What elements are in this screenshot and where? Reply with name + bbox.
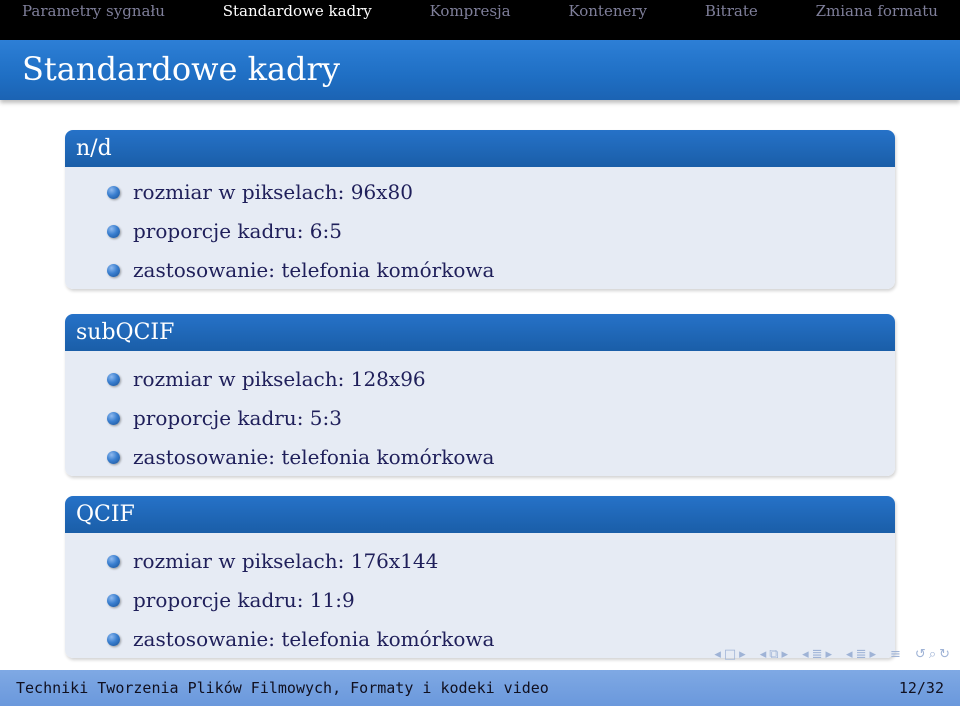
nav-item-kontenery[interactable]: Kontenery <box>568 2 648 20</box>
top-navigation <box>0 0 960 40</box>
slide-prev-icon[interactable]: ◂ <box>714 646 721 662</box>
nav-item-standardowe-kadry[interactable]: Standardowe kadry <box>222 2 372 20</box>
nav-item-bitrate[interactable]: Bitrate <box>704 2 758 20</box>
nav-item-kompresja[interactable]: Kompresja <box>429 2 511 20</box>
block-subqcif <box>65 314 895 476</box>
bullet-icon <box>107 594 120 607</box>
navigation-symbols <box>714 646 950 662</box>
section-icon: ≣ <box>855 646 867 662</box>
bullet-icon <box>107 633 120 646</box>
list-item: proporcje kadru: 11:9 <box>65 581 895 620</box>
list-item: rozmiar w pikselach: 96x80 <box>65 173 895 212</box>
block-body <box>65 351 895 476</box>
forward-icon[interactable]: ↻ <box>939 646 950 662</box>
subsection-prev-icon[interactable]: ◂ <box>802 646 809 662</box>
slide-next-icon[interactable]: ▸ <box>739 646 746 662</box>
list-item: zastosowanie: telefonia komórkowa <box>65 251 895 289</box>
list-item: zastosowanie: telefonia komórkowa <box>65 620 895 658</box>
block-body <box>65 533 895 658</box>
section-prev-icon[interactable]: ◂ <box>846 646 853 662</box>
search-icon[interactable]: ⌕ <box>928 646 937 662</box>
nav-item-parametry[interactable]: Parametry sygnału <box>22 2 165 20</box>
footer-title: Techniki Tworzenia Plików Filmowych, Formaty i kodeki video <box>16 679 549 697</box>
block-body <box>65 167 895 289</box>
list-item: proporcje kadru: 6:5 <box>65 212 895 251</box>
block-qcif <box>65 496 895 658</box>
list-item: zastosowanie: telefonia komórkowa <box>65 438 895 476</box>
block-title: subQCIF <box>65 314 895 351</box>
frame-icon: ⧉ <box>769 646 779 662</box>
frame-prev-icon[interactable]: ◂ <box>759 646 767 662</box>
subsection-icon: ≣ <box>811 646 823 662</box>
bullet-icon <box>107 373 120 386</box>
nav-item-zmiana-formatu[interactable]: Zmiana formatu <box>815 2 938 20</box>
document-icon[interactable]: ≡ <box>890 646 901 662</box>
bullet-icon <box>107 186 120 199</box>
bullet-icon <box>107 555 120 568</box>
list-item: proporcje kadru: 5:3 <box>65 399 895 438</box>
bullet-icon <box>107 412 120 425</box>
bullet-icon <box>107 264 120 277</box>
bullet-icon <box>107 451 120 464</box>
section-next-icon[interactable]: ▸ <box>869 646 876 662</box>
bullet-icon <box>107 225 120 238</box>
list-item: rozmiar w pikselach: 176x144 <box>65 542 895 581</box>
page-number: 12/32 <box>898 679 944 697</box>
frame-next-icon[interactable]: ▸ <box>781 646 789 662</box>
page-title: Standardowe kadry <box>22 50 340 88</box>
block-nd <box>65 130 895 289</box>
block-title: n/d <box>65 130 895 167</box>
back-icon[interactable]: ↺ <box>914 646 926 662</box>
subsection-next-icon[interactable]: ▸ <box>825 646 833 662</box>
footer <box>0 670 960 706</box>
block-title: QCIF <box>65 496 895 533</box>
list-item: rozmiar w pikselach: 128x96 <box>65 360 895 399</box>
frame-title-bar <box>0 40 960 100</box>
slide-icon: □ <box>723 646 737 662</box>
